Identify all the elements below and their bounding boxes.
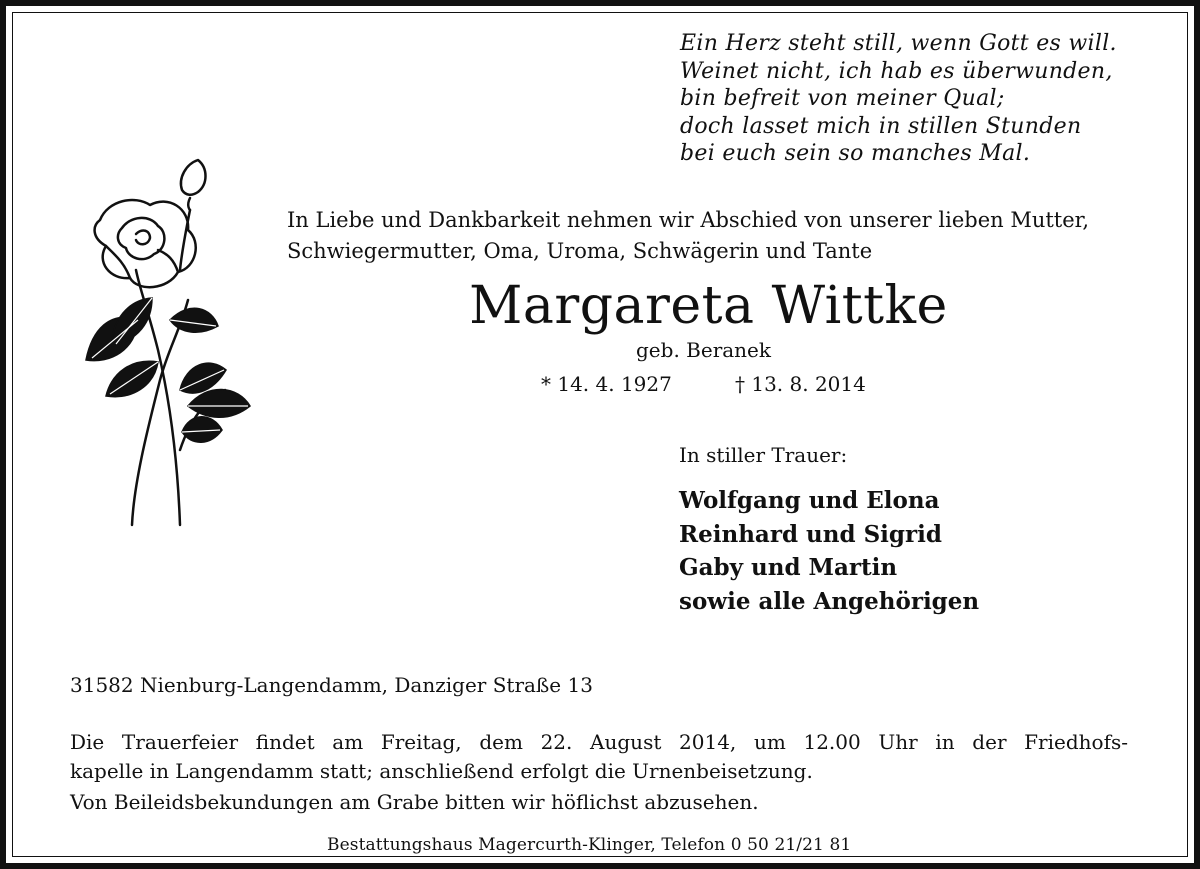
address: 31582 Nienburg-Langendamm, Danziger Straße 13 (70, 673, 593, 697)
birth-date: * 14. 4. 1927 (541, 372, 672, 396)
ceremony-text (70, 728, 1128, 786)
family-member: Reinhard und Sigrid (679, 520, 942, 548)
poem-line: Ein Herz steht still, wenn Gott es will. (680, 31, 1117, 56)
mourning-label: In stiller Trauer: (679, 443, 848, 467)
ceremony-line: Die Trauerfeier findet am Freitag, dem 22. August 2014, um 12.00 Uhr in der Friedhofs- (70, 730, 1128, 754)
family-member: Gaby und Martin (679, 554, 898, 581)
born-name: geb. Beranek (636, 338, 772, 362)
funeral-home-footer: Bestattungshaus Magercurth-Klinger, Telefon 0 50 21/21 81 (327, 835, 852, 855)
poem-line: Weinet nicht, ich hab es überwunden, (680, 58, 1113, 84)
family-list (679, 484, 979, 618)
family-member: Wolfgang und Elona (679, 487, 940, 514)
condolence-note: Von Beileidsbekundungen am Grabe bitten wir höflichst abzusehen. (70, 790, 759, 814)
intro-line: In Liebe und Dankbarkeit nehmen wir Abschied von unserer lieben Mutter, (287, 208, 1090, 232)
deceased-name: Margareta Wittke (469, 276, 948, 336)
poem (680, 30, 1117, 168)
rose-illustration (40, 150, 260, 530)
intro-text (287, 205, 1089, 267)
poem-line: bei euch sein so manches Mal. (680, 141, 1031, 166)
ceremony-line: kapelle in Langendamm statt; anschließend erfolgt die Urnenbeisetzung. (70, 759, 813, 783)
poem-line: bin befreit von meiner Qual; (680, 86, 1005, 111)
intro-line: Schwiegermutter, Oma, Uroma, Schwägerin und Tante (287, 239, 873, 263)
death-date: † 13. 8. 2014 (735, 372, 866, 396)
family-member: sowie alle Angehörigen (679, 587, 980, 615)
poem-line: doch lasset mich in stillen Stunden (680, 113, 1082, 139)
